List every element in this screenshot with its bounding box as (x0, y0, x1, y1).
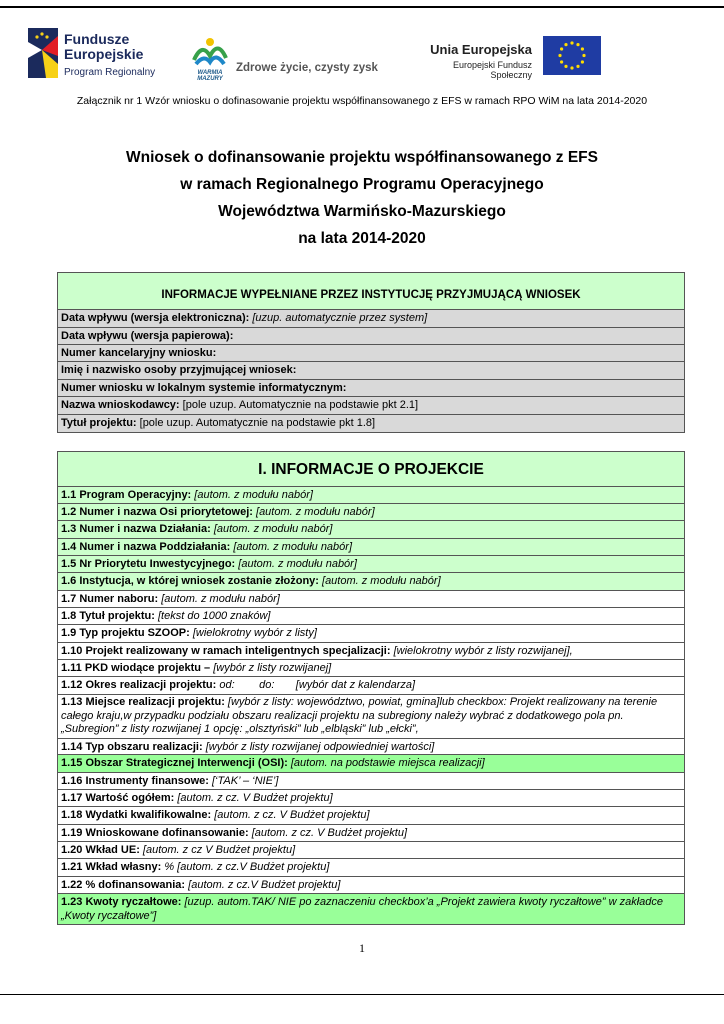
row-value: od: do: [wybór dat z kalendarza] (219, 679, 416, 691)
table-row (58, 893, 684, 924)
table-row (58, 841, 684, 858)
table-row (58, 607, 684, 624)
title-line2: w ramach Regionalnego Programu Operacyjnego (180, 176, 544, 193)
table-row (58, 327, 684, 344)
row-value: [wybór z listy rozwijanej odpowiedniej wartości] (202, 741, 435, 753)
row-value: [wielokrotny wybór z listy] (189, 627, 317, 639)
warmia-mazury-label: WARMIA MAZURY (197, 70, 223, 82)
document-title (0, 144, 724, 252)
institution-table-heading: INFORMACJE WYPEŁNIANE PRZEZ INSTYTUCJĘ PRZYJMUJĄCĄ WNIOSEK (58, 273, 684, 309)
table-row (58, 754, 684, 772)
row-value: [autom. z cz. V Budżet projektu] (211, 809, 370, 821)
row-label: 1.15 Obszar Strategicznej Interwencji (OSI): (61, 757, 288, 769)
row-value: [autom. z modułu nabór] (318, 575, 441, 587)
title-line1: Wniosek o dofinansowanie projektu współfinansowanego z EFS (126, 149, 598, 166)
row-label: 1.20 Wkład UE: (61, 844, 140, 856)
ue-subtitle: Europejski Fundusz Społeczny (452, 60, 532, 80)
project-info-table (57, 451, 685, 925)
row-value: % [autom. z cz.V Budżet projektu] (161, 861, 330, 873)
fundusze-europejskie-emblem-icon (28, 28, 58, 78)
table-row (58, 789, 684, 806)
title-line4: na lata 2014-2020 (298, 230, 426, 247)
table-row (58, 414, 684, 432)
table-row (58, 344, 684, 361)
row-label: 1.16 Instrumenty finansowe: (61, 775, 209, 787)
row-value: [wybór z listy rozwijanej] (210, 662, 332, 674)
table-row (58, 772, 684, 789)
row-value: [autom. z modułu nabór] (158, 593, 280, 605)
table-row (58, 738, 684, 754)
row-value: [autom. z cz. V Budżet projektu] (248, 827, 408, 839)
row-value: [autom. z modułu nabór] (191, 489, 313, 501)
row-label: 1.18 Wydatki kwalifikowalne: (61, 809, 212, 821)
row-label: 1.22 % dofinansowania: (61, 879, 186, 891)
row-label: 1.19 Wnioskowane dofinansowanie: (61, 827, 249, 839)
row-value: [wybór z listy: województwo, powiat, gmina]lub checkbox: Projekt realizowany na terenie całego kraju,w przypadku podziału obszaru realizacji projektu na subregiony należy wybrać z dodatkowego pola pn.„Subregion” z listy rozwijanej 1 opcję: „olsztyński” lub „elbląski” lub „ełcki”, (61, 696, 658, 735)
fe-program-regionalny: Program Regionalny (64, 67, 156, 78)
row-label: 1.21 Wkład własny: (61, 861, 162, 873)
bottom-rule (0, 994, 724, 995)
row-label: Data wpływu (wersja papierowa): (61, 330, 234, 342)
table-row (58, 520, 684, 538)
table-row (58, 361, 684, 379)
fe-line1: Fundusze (64, 31, 130, 47)
fundusze-europejskie-logo (28, 28, 158, 80)
table-row (58, 503, 684, 520)
row-label: 1.17 Wartość ogółem: (61, 792, 175, 804)
row-label: 1.6 Instytucja, w której wniosek zostanie złożony: (61, 575, 319, 587)
table-row (58, 486, 684, 503)
table-row (58, 806, 684, 824)
row-label: 1.5 Nr Priorytetu Inwestycyjnego: (61, 558, 236, 570)
row-value: [uzup. autom.TAK/ NIE po zaznaczeniu checkbox’a „Projekt zawiera kwoty ryczałtowe” w zakładce „Kwoty ryczałtowe”] (61, 896, 663, 922)
table-row (58, 379, 684, 396)
row-value: [autom. z cz. V Budżet projektu] (174, 792, 333, 804)
fe-line2: Europejskie (64, 46, 144, 62)
row-value: [autom. z modułu nabór] (210, 523, 333, 535)
row-value: [autom. z cz V Budżet projektu] (139, 844, 296, 856)
table-row (58, 624, 684, 642)
institution-info-table (57, 272, 685, 433)
table-row (58, 694, 684, 738)
table-row (58, 824, 684, 841)
row-label: 1.1 Program Operacyjny: (61, 489, 192, 501)
table-row (58, 396, 684, 414)
row-label: Numer wniosku w lokalnym systemie informatycznym: (61, 382, 347, 394)
row-value: [pole uzup. Automatycznie na podstawie pkt 1.8] (136, 417, 376, 429)
fundusze-europejskie-text (64, 32, 155, 80)
row-value: [‘TAK’ – ‘NIE’] (208, 775, 279, 787)
row-label: 1.9 Typ projektu SZOOP: (61, 627, 190, 639)
row-label: 1.12 Okres realizacji projektu: (61, 679, 217, 691)
row-value: [uzup. automatycznie przez system] (249, 312, 428, 324)
row-value: [autom. z modułu nabór] (230, 541, 353, 553)
table-row (58, 858, 684, 876)
unia-europejska-text (410, 42, 532, 80)
row-label: 1.4 Numer i nazwa Poddziałania: (61, 541, 231, 553)
table-row (58, 572, 684, 590)
ue-title: Unia Europejska (430, 42, 532, 57)
row-label: 1.3 Numer i nazwa Działania: (61, 523, 211, 535)
table-row (58, 555, 684, 572)
row-label: Imię i nazwisko osoby przyjmującej wniosek: (61, 364, 297, 376)
top-rule (0, 6, 724, 8)
row-value: [tekst do 1000 znaków] (154, 610, 271, 622)
table-row (58, 876, 684, 893)
row-label: Tytuł projektu: (61, 417, 137, 429)
project-table-heading: I. INFORMACJE O PROJEKCIE (58, 452, 684, 486)
row-label: 1.8 Tytuł projektu: (61, 610, 155, 622)
row-label: 1.14 Typ obszaru realizacji: (61, 741, 203, 753)
row-value: [autom. z modułu nabór] (235, 558, 357, 570)
row-label: Data wpływu (wersja elektroniczna): (61, 312, 250, 324)
row-label: Numer kancelaryjny wniosku: (61, 347, 217, 359)
table-row (58, 642, 684, 659)
warmia-mazury-slogan: Zdrowe życie, czysty zysk (236, 62, 378, 74)
row-value: [autom. na podstawie miejsca realizacji] (287, 757, 485, 769)
table-row (58, 590, 684, 607)
title-line3: Województwa Warmińsko-Mazurskiego (218, 203, 506, 220)
row-label: 1.23 Kwoty ryczałtowe: (61, 896, 182, 908)
row-label: 1.7 Numer naboru: (61, 593, 159, 605)
table-row (58, 309, 684, 327)
row-label: Nazwa wnioskodawcy: (61, 399, 180, 411)
row-label: 1.2 Numer i nazwa Osi priorytetowej: (61, 506, 253, 518)
attachment-line: Załącznik nr 1 Wzór wniosku o dofinasowanie projektu współfinansowanego z EFS w ramach RPO WiM na lata 2014-2020 (76, 95, 648, 107)
table-row (58, 538, 684, 555)
table-row (58, 659, 684, 676)
row-value: [autom. z cz.V Budżet projektu] (185, 879, 341, 891)
row-value: [pole uzup. Automatycznie na podstawie pkt 2.1] (179, 399, 419, 411)
row-value: [wielokrotny wybór z listy rozwijanej], (390, 645, 573, 657)
page-number: 1 (359, 941, 365, 955)
row-label: 1.11 PKD wiodące projektu – (61, 662, 211, 674)
eu-flag-icon (543, 36, 601, 75)
row-label: 1.10 Projekt realizowany w ramach inteligentnych specjalizacji: (61, 645, 391, 657)
row-label: 1.13 Miejsce realizacji projektu: (61, 696, 225, 708)
table-row (58, 676, 684, 694)
row-value: [autom. z modułu nabór] (252, 506, 375, 518)
